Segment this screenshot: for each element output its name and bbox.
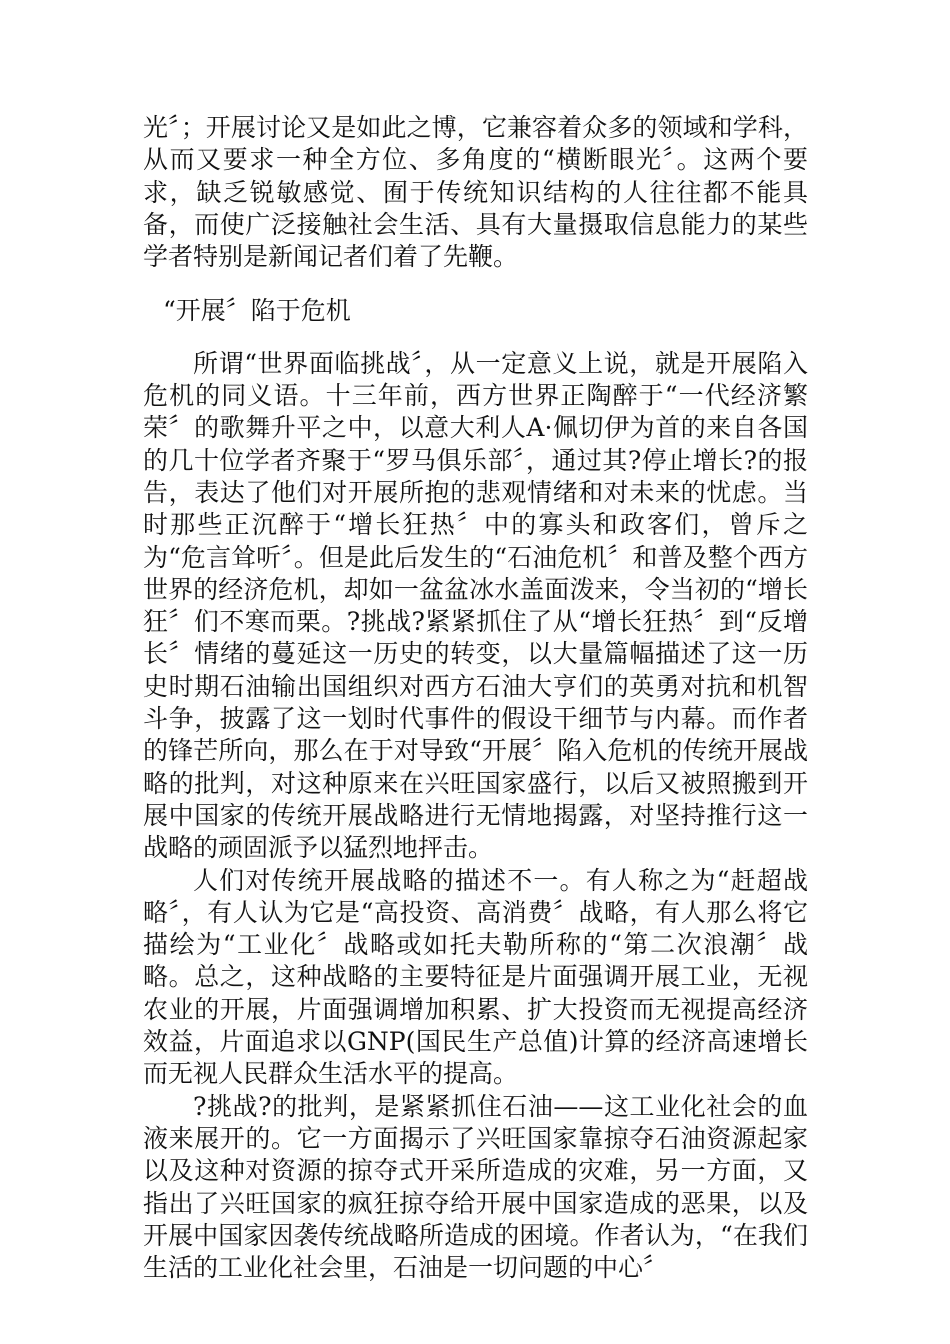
paragraph-crisis: 所谓“世界面临挑战〞，从一定意义上说，就是开展陷入危机的同义语。十三年前，西方世界正陶醉于“一代经济繁荣〞的歌舞升平之中，以意大利人A·佩切伊为首的来自各国的几十位学者齐聚于“罗马俱乐部〞，通过其?停止增长?的报告，表达了他们对开展所抱的悲观情绪和对未来的忧虑。当时那些正沉醉于“增长狂热〞中的寡头和政客们，曾斥之为“危言耸听〞。但是此后发生的“石油危机〞和普及整个西方世界的经济危机，却如一盆盆冰水盖面泼来，令当初的“增长狂〞们不寒而栗。?挑战?紧紧抓住了从“增长狂热〞到“反增长〞情绪的蔓延这一历史的转变，以大量篇幅描述了这一历史时期石油输出国组织对西方石油大亨们的英勇对抗和机智斗争，披露了这一划时代事件的假设干细节与内幕。而作者的锋芒所向，那么在于对导致“开展〞陷入危机的传统开展战略的批判，对这种原来在兴旺国家盛行，以后又被照搬到开展中国家的传统开展战略进行无情地揭露，对坚持推行这一战略的顽固派予以猛烈地抨击。 <box>143 348 808 863</box>
paragraph-oil: ?挑战?的批判，是紧紧抓住石油——这工业化社会的血液来展开的。它一方面揭示了兴旺国家靠掠夺石油资源起家以及这种对资源的掠夺式开采所造成的灾难，另一方面，又指出了兴旺国家的疯狂掠夺给开展中国家造成的恶果，以及开展中国家因袭传统战略所造成的困境。作者认为，“在我们生活的工业化社会里，石油是一切问题的中心〞 <box>143 1091 808 1283</box>
paragraph-strategy: 人们对传统开展战略的描述不一。有人称之为“赶超战略〞，有人认为它是“高投资、高消费〞战略，有人那么将它描绘为“工业化〞战略或如托夫勒所称的“第二次浪潮〞战略。总之，这种战略的主要特征是片面强调开展工业，无视农业的开展，片面强调增加积累、扩大投资而无视提高经济效益，片面追求以GNP(国民生产总值)计算的经济高速增长而无视人民群众生活水平的提高。 <box>143 865 808 1089</box>
document-body <box>143 112 808 1284</box>
paragraph-continuation: 光〞；开展讨论又是如此之博，它兼容着众多的领域和学科，从而又要求一种全方位、多角度的“横断眼光〞。这两个要求，缺乏锐敏感觉、囿于传统知识结构的人往往都不能具备，而使广泛接触社会生活、具有大量摄取信息能力的某些学者特别是新闻记者们着了先鞭。 <box>143 113 808 272</box>
section-heading: “开展〞陷于危机 <box>163 296 351 326</box>
